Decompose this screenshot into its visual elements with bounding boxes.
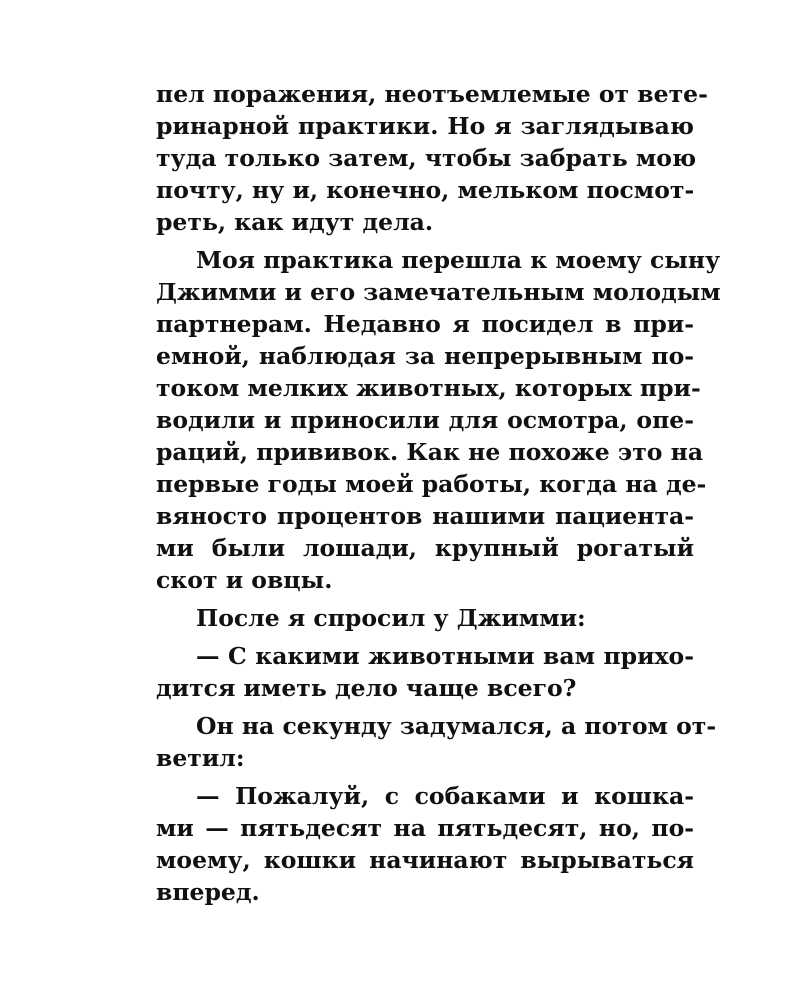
text-line: Джимми и его замечательным молодым [156,278,721,306]
paragraph-start-line: Он на секунду задумался, а потом от- [196,712,717,740]
text-line: током мелких животных, которых при- [156,374,701,402]
text-line: пел поражения, неотъемлемые от вете- [156,80,708,108]
text-line: ринарной практики. Но я заглядываю [156,112,694,140]
text-line: скот и овцы. [156,566,333,594]
text-line: раций, прививок. Как не похоже это на [156,438,704,466]
dialogue-line: — С какими животными вам прихо- [196,642,694,670]
text-line: почту, ну и, конечно, мельком посмот- [156,176,695,204]
text-line: вперед. [156,878,260,906]
text-line: первые годы моей работы, когда на де- [156,470,707,498]
text-line: туда только затем, чтобы забрать мою [156,144,697,172]
text-line: емной, наблюдая за непрерывным по- [156,342,694,370]
text-line: ветил: [156,744,245,772]
text-line: партнерам. Недавно я посидел в при- [156,310,694,338]
paragraph-start-line: Моя практика перешла к моему сыну [196,246,721,274]
dialogue-line: — Пожалуй, с собаками и кошка- [196,782,694,810]
text-line: вяносто процентов нашими пациента- [156,502,694,530]
text-line: водили и приносили для осмотра, опе- [156,406,694,434]
text-line: моему, кошки начинают вырываться [156,846,694,874]
text-line: ми были лошади, крупный рогатый [156,534,694,562]
text-line: ми — пятьдесят на пятьдесят, но, по- [156,814,694,842]
text-line: дится иметь дело чаще всего? [156,674,577,702]
text-line: реть, как идут дела. [156,208,434,236]
page-text [156,78,721,908]
paragraph-start-line: После я спросил у Джимми: [196,604,586,632]
